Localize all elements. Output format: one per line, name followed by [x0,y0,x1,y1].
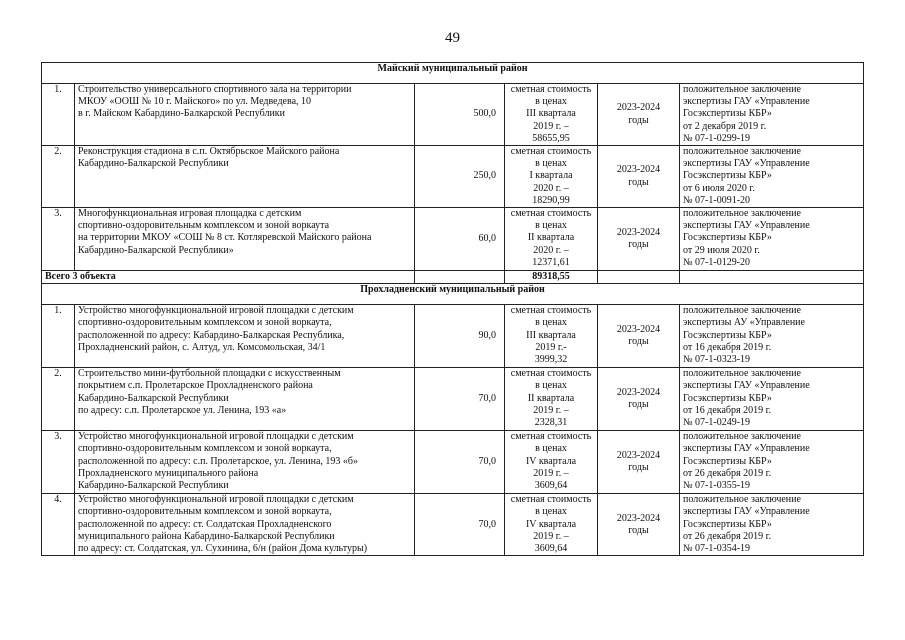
row-number: 1. [42,305,75,368]
page-number: 49 [445,30,460,46]
expertise-conclusion: положительное заключение экспертизы ГАУ «Управление Госэкспертизы КБР» от 6 июля 2020 г. № 07-1-0091-20 [680,146,864,208]
estimated-cost: сметная стоимость в ценах IV квартала 2019 г. – 3609,64 [505,494,598,556]
object-description: Строительство мини-футбольной площадки с искусственным покрытием с.п. Пролетарское Прохладненского района Кабардино-Балкарской Республики по адресу: с.п. Пролетарское ул. Ленина, 193 «а» [75,368,415,431]
section-title: Майский муниципальный район [42,63,864,84]
expertise-conclusion: положительное заключение экспертизы ГАУ «Управление Госэкспертизы КБР» от 29 июля 2020 г. № 07-1-0129-20 [680,208,864,271]
total-value: 89318,55 [505,271,598,284]
row-number: 4. [42,494,75,556]
estimated-cost: сметная стоимость в ценах IV квартала 2019 г. – 3609,64 [505,431,598,494]
object-capacity: 70,0 [415,431,505,494]
object-description: Многофункциональная игровая площадка с детским спортивно-оздоровительным комплексом и зоной воркаута на территории МКОУ «СОШ № 8 ст. Котляревской Майского района Кабардино-Балкарской Республики» [75,208,415,271]
estimated-cost: сметная стоимость в ценах III квартала 2019 г. – 58655,95 [505,84,598,146]
table-row [42,84,864,146]
construction-period: 2023-2024 годы [598,368,680,431]
object-description: Строительство универсального спортивного зала на территории МКОУ «ООШ № 10 г. Майского» по ул. Медведева, 10 в г. Майском Кабардино-Балкарской Республики [75,84,415,146]
object-capacity: 70,0 [415,368,505,431]
object-capacity: 60,0 [415,208,505,271]
estimated-cost: сметная стоимость в ценах II квартала 2019 г. – 2328,31 [505,368,598,431]
section-header-row [42,63,864,84]
objects-table [41,62,864,556]
object-description: Устройство многофункциональной игровой площадки с детским спортивно-оздоровительным комплексом и зоной воркаута, расположенной по адресу: с.п. Пролетарское, ул. Ленина, 193 «б» Прохладненского муниципального района Кабардино-Балкарской Республики [75,431,415,494]
object-capacity: 70,0 [415,494,505,556]
table-row [42,305,864,368]
construction-period: 2023-2024 годы [598,208,680,271]
object-description: Устройство многофункциональной игровой площадки с детским спортивно-оздоровительным комплексом и зоной воркаута, расположенной по адресу: ст. Солдатская Прохладненского муниципального района Кабардино-Балкарской Республики по адресу: ст. Солдатская, ул. Сухинина, 6/н (район Дома культуры) [75,494,415,556]
row-number: 2. [42,368,75,431]
row-number: 3. [42,431,75,494]
construction-period: 2023-2024 годы [598,84,680,146]
expertise-conclusion: положительное заключение экспертизы ГАУ «Управление Госэкспертизы КБР» от 26 декабря 2019 г. № 07-1-0355-19 [680,431,864,494]
table-row [42,146,864,208]
construction-period: 2023-2024 годы [598,305,680,368]
construction-period: 2023-2024 годы [598,494,680,556]
table-row [42,431,864,494]
total-row [42,271,864,284]
construction-period: 2023-2024 годы [598,146,680,208]
row-number: 3. [42,208,75,271]
estimated-cost: сметная стоимость в ценах II квартала 2020 г. – 12371,61 [505,208,598,271]
object-capacity: 90,0 [415,305,505,368]
row-number: 1. [42,84,75,146]
total-label: Всего 3 объекта [42,271,415,284]
table-row [42,368,864,431]
object-capacity: 500,0 [415,84,505,146]
expertise-conclusion: положительное заключение экспертизы АУ «Управление Госэкспертизы КБР» от 16 декабря 2019 г. № 07-1-0323-19 [680,305,864,368]
section-header-row [42,284,864,305]
object-capacity: 250,0 [415,146,505,208]
table-row [42,494,864,556]
table-row [42,208,864,271]
estimated-cost: сметная стоимость в ценах III квартала 2019 г.- 3999,32 [505,305,598,368]
estimated-cost: сметная стоимость в ценах I квартала 2020 г. – 18290,99 [505,146,598,208]
construction-period: 2023-2024 годы [598,431,680,494]
expertise-conclusion: положительное заключение экспертизы ГАУ «Управление Госэкспертизы КБР» от 2 декабря 2019 г. № 07-1-0299-19 [680,84,864,146]
row-number: 2. [42,146,75,208]
section-title: Прохладненский муниципальный район [42,284,864,305]
object-description: Устройство многофункциональной игровой площадки с детским спортивно-оздоровительным комплексом и зоной воркаута, расположенной по адресу: Кабардино-Балкарская Республика, Прохладненский район, с. Алтуд, ул. Комсомольская, 34/1 [75,305,415,368]
object-description: Реконструкция стадиона в с.п. Октябрьское Майского района Кабардино-Балкарской Республики [75,146,415,208]
expertise-conclusion: положительное заключение экспертизы ГАУ «Управление Госэкспертизы КБР» от 16 декабря 2019 г. № 07-1-0249-19 [680,368,864,431]
expertise-conclusion: положительное заключение экспертизы ГАУ «Управление Госэкспертизы КБР» от 26 декабря 2019 г. № 07-1-0354-19 [680,494,864,556]
